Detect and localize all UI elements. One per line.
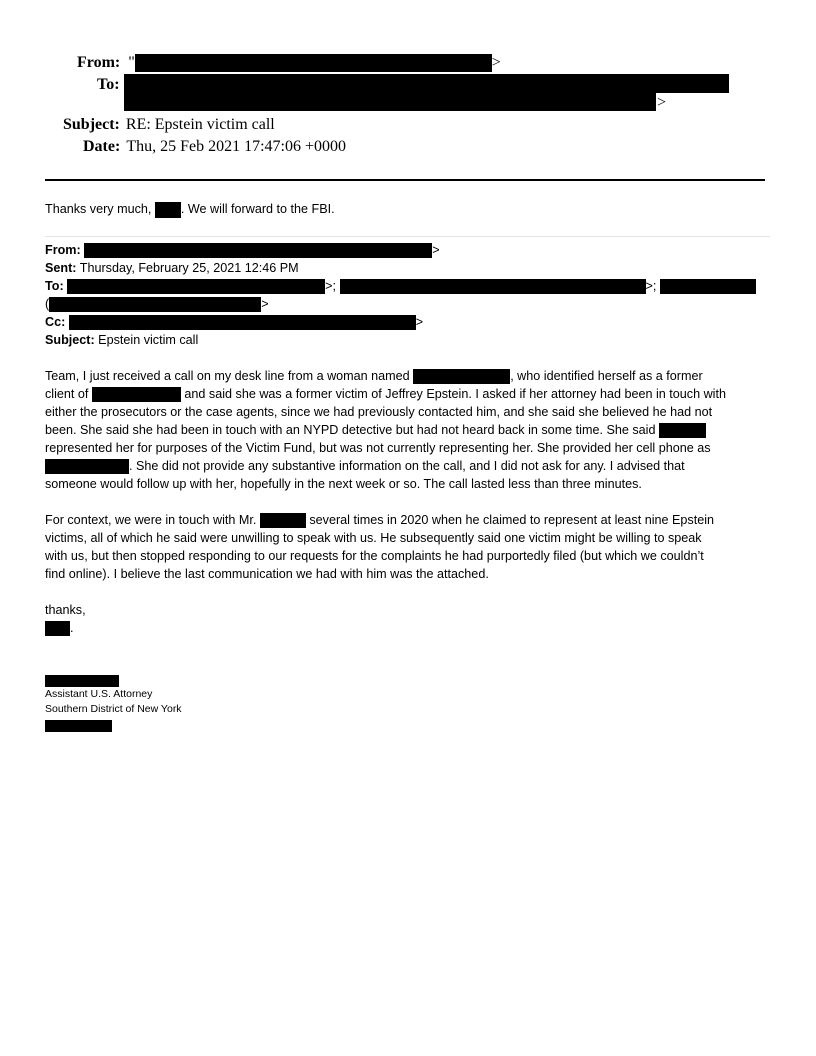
header-date-label: Date: bbox=[83, 138, 121, 155]
signature-office: Southern District of New York bbox=[45, 703, 182, 715]
signature-title: Assistant U.S. Attorney bbox=[45, 688, 153, 700]
body-text: either the prosecutors or the case agents, since we had previously contacted him, and she said she believed he had not bbox=[45, 405, 713, 419]
original-to-label: To: bbox=[45, 279, 64, 293]
redaction bbox=[340, 279, 646, 294]
body-text: been. She said she had been in touch with an NYPD detective but had not heard back in some time. She said bbox=[45, 423, 659, 437]
body-line bbox=[45, 547, 775, 565]
body-line bbox=[45, 511, 775, 529]
body-text: victims, all of which he said were unwilling to speak with us. He subsequently said one victim might be willing to speak bbox=[45, 531, 702, 545]
header-from-row bbox=[77, 53, 501, 73]
redaction bbox=[69, 315, 416, 330]
header-from-label: From: bbox=[77, 54, 121, 71]
header-subject-value: RE: Epstein victim call bbox=[125, 116, 275, 133]
original-to-sep: >; bbox=[645, 279, 660, 293]
body-text: . She did not provide any substantive information on the call, and I did not ask for any. I advised that bbox=[129, 459, 685, 473]
redaction bbox=[135, 54, 492, 72]
body-text: represented her for purposes of the Victim Fund, but was not currently representing her. She provided her cell phone as bbox=[45, 441, 711, 455]
body-paragraph-1 bbox=[45, 367, 775, 493]
body-text: Team, I just received a call on my desk line from a woman named bbox=[45, 369, 414, 383]
header-to-row bbox=[97, 75, 120, 95]
redaction bbox=[45, 459, 129, 474]
redaction bbox=[659, 423, 706, 438]
body-line bbox=[45, 457, 775, 475]
body-text: someone would follow up with her, hopefully in the next week or so. The call lasted less than three minutes. bbox=[45, 477, 642, 491]
redaction bbox=[413, 369, 510, 384]
header-subject-label: Subject: bbox=[63, 116, 120, 133]
body-line bbox=[45, 421, 775, 439]
reply-text-after: . We will forward to the FBI. bbox=[180, 202, 335, 216]
reply-text-before: Thanks very much, bbox=[45, 202, 155, 216]
original-to-row bbox=[45, 277, 756, 295]
body-text: find online). I believe the last communication we had with him was the attached. bbox=[45, 567, 489, 581]
redaction bbox=[660, 279, 756, 294]
redaction bbox=[124, 74, 729, 93]
redaction bbox=[45, 720, 112, 732]
original-from-row bbox=[45, 241, 440, 259]
original-cc-close: > bbox=[415, 315, 424, 329]
body-line bbox=[45, 439, 775, 457]
body-paragraph-2 bbox=[45, 511, 775, 583]
redaction bbox=[67, 279, 325, 294]
body-line bbox=[45, 475, 775, 493]
original-subject-row bbox=[45, 331, 198, 349]
original-sent-row bbox=[45, 259, 299, 277]
redaction bbox=[49, 297, 261, 312]
reply-text bbox=[45, 200, 335, 218]
body-text: client of bbox=[45, 387, 92, 401]
redaction bbox=[84, 243, 432, 258]
header-date-row bbox=[83, 137, 346, 157]
header-to-label: To: bbox=[97, 76, 120, 93]
body-line bbox=[45, 403, 775, 421]
body-line bbox=[45, 385, 775, 403]
original-to-cont-open: ( bbox=[45, 297, 50, 311]
body-text: , who identified herself as a former bbox=[510, 369, 703, 383]
original-cc-row bbox=[45, 313, 423, 331]
body-text: with us, but then stopped responding to our requests for the complaints he had purportedly filed (but which we couldn’t bbox=[45, 549, 704, 563]
header-to-close: > bbox=[657, 94, 667, 111]
body-line bbox=[45, 529, 775, 547]
original-from-close: > bbox=[432, 243, 440, 257]
body-text: For context, we were in touch with Mr. bbox=[45, 513, 260, 527]
quote-divider bbox=[45, 236, 770, 237]
body-line bbox=[45, 367, 775, 385]
body-text: several times in 2020 when he claimed to represent at least nine Epstein bbox=[305, 513, 715, 527]
body-line bbox=[45, 565, 775, 583]
redaction bbox=[124, 93, 656, 111]
header-from-open-quote: " bbox=[128, 54, 135, 71]
original-subject-label: Subject: bbox=[45, 333, 95, 347]
closing-period: . bbox=[70, 621, 74, 635]
redaction bbox=[155, 202, 181, 218]
closing: thanks, bbox=[45, 603, 86, 617]
redaction bbox=[260, 513, 306, 528]
original-to-cont-close: > bbox=[261, 297, 269, 311]
header-subject-row bbox=[63, 115, 275, 135]
original-sent-label: Sent: bbox=[45, 261, 77, 275]
original-to-continued bbox=[45, 295, 269, 313]
redaction bbox=[45, 675, 119, 687]
redaction bbox=[45, 621, 70, 636]
header-from-close: > bbox=[491, 54, 501, 71]
body-text: and said she was a former victim of Jeffrey Epstein. I asked if her attorney had been in touch with bbox=[180, 387, 726, 401]
original-subject-value: Epstein victim call bbox=[94, 333, 199, 347]
original-sent-value: Thursday, February 25, 2021 12:46 PM bbox=[76, 261, 299, 275]
original-from-label: From: bbox=[45, 243, 81, 257]
original-to-sep: >; bbox=[325, 279, 340, 293]
original-cc-label: Cc: bbox=[45, 315, 66, 329]
header-date-value: Thu, 25 Feb 2021 17:47:06 +0000 bbox=[126, 138, 346, 155]
closing-initials bbox=[45, 619, 74, 637]
header-divider bbox=[45, 179, 765, 181]
redaction bbox=[92, 387, 181, 402]
